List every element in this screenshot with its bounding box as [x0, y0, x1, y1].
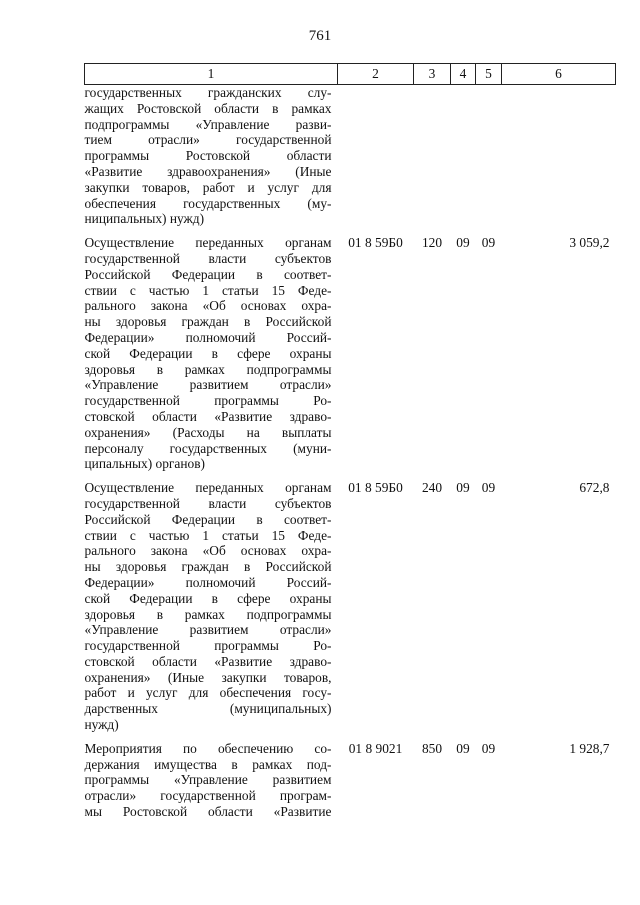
description-line: мы Ростовской области «Развитие — [84, 804, 332, 820]
description-line: программы Ростовской области — [84, 148, 332, 164]
description-line: обеспечения государственных (му- — [84, 195, 332, 211]
row-description — [85, 741, 338, 820]
description-line: подпрограммы «Управление разви- — [84, 116, 332, 132]
description-line: программы «Управление развитием — [84, 772, 332, 788]
table-row — [85, 235, 616, 472]
row-amount: 672,8 — [579, 480, 610, 496]
description-line: ствии с частью 1 статьи 15 Феде- — [84, 527, 332, 543]
description-line: государственной программы Ро- — [84, 638, 332, 654]
row-description — [85, 85, 338, 228]
column-header-6: 6 — [502, 64, 616, 85]
description-line: отрасли» государственной програм- — [84, 788, 332, 804]
row-section: 09 — [456, 480, 470, 496]
description-line: ципальных) органов) — [84, 456, 205, 472]
description-line: ствии с частью 1 статьи 15 Феде- — [84, 282, 332, 298]
row-section — [451, 85, 476, 228]
description-line: охранения» (Расходы на выплаты — [84, 424, 332, 440]
row-code: 01 8 59Б0 — [348, 235, 403, 251]
table-header-row — [85, 64, 616, 85]
description-line: дарственных (муниципальных) — [84, 701, 332, 717]
description-line: ниципальных) нужд) — [84, 211, 205, 227]
row-subsection: 09 — [481, 480, 496, 496]
row-amount: 1 928,7 — [569, 740, 610, 756]
column-header-3: 3 — [414, 64, 451, 85]
description-line: держания имущества в рамках под- — [84, 756, 332, 772]
row-expense-type — [414, 85, 451, 228]
description-line: «Развитие здравоохранения» (Иные — [84, 163, 332, 179]
description-line: ны здоровья граждан в Российской — [84, 559, 332, 575]
row-code: 01 8 59Б0 — [348, 480, 403, 496]
table-row — [85, 480, 616, 733]
description-line: закупки товаров, работ и услуг для — [84, 179, 332, 195]
description-line: нужд) — [84, 717, 119, 733]
budget-table — [84, 63, 616, 820]
row-expense-type: 240 — [421, 480, 443, 496]
row-subsection — [476, 85, 502, 228]
description-line: государственных гражданских слу- — [84, 85, 332, 100]
column-header-4: 4 — [451, 64, 476, 85]
description-line: «Управление развитием отрасли» — [84, 377, 332, 393]
row-subsection: 09 — [481, 740, 496, 756]
row-expense-type: 120 — [421, 235, 443, 251]
description-line: Федерации» полномочий Россий- — [84, 329, 332, 345]
table-row — [85, 741, 616, 820]
description-line: государственной власти субъектов — [84, 495, 332, 511]
description-line: стовской области «Развитие здраво- — [84, 653, 332, 669]
description-line: Мероприятия по обеспечению со- — [84, 740, 332, 756]
row-subsection: 09 — [481, 235, 496, 251]
description-line: работ и услуг для обеспечения госу- — [84, 685, 332, 701]
row-code — [338, 85, 414, 228]
column-header-5: 5 — [476, 64, 502, 85]
description-line: рального закона «Об основах охра- — [84, 543, 332, 559]
row-section: 09 — [456, 235, 470, 251]
description-line: «Управление развитием отрасли» — [84, 622, 332, 638]
description-line: государственной программы Ро- — [84, 393, 332, 409]
description-line: ской Федерации в сфере охраны — [84, 345, 332, 361]
description-line: рального закона «Об основах охра- — [84, 298, 332, 314]
description-line: тием отрасли» государственной — [84, 132, 332, 148]
description-line: здоровья в рамках подпрограммы — [84, 361, 332, 377]
column-header-2: 2 — [338, 64, 414, 85]
description-line: Российской Федерации в соответ- — [84, 266, 332, 282]
description-line: Федерации» полномочий Россий- — [84, 574, 332, 590]
description-line: Осуществление переданных органам — [84, 480, 332, 496]
description-line: охранения» (Иные закупки товаров, — [84, 669, 332, 685]
page-number: 761 — [308, 28, 332, 44]
row-section: 09 — [456, 740, 470, 756]
description-line: здоровья в рамках подпрограммы — [84, 606, 332, 622]
row-description — [85, 480, 338, 733]
table-row — [85, 85, 616, 228]
row-description — [85, 235, 338, 472]
column-header-1: 1 — [85, 64, 338, 85]
row-expense-type: 850 — [421, 740, 443, 756]
row-code: 01 8 9021 — [348, 740, 403, 756]
description-line: государственной власти субъектов — [84, 250, 332, 266]
description-line: Российской Федерации в соответ- — [84, 511, 332, 527]
row-amount: 3 059,2 — [569, 235, 610, 251]
description-line: персоналу государственных (муни- — [84, 440, 332, 456]
description-line: жащих Ростовской области в рамках — [84, 100, 332, 116]
description-line: стовской области «Развитие здраво- — [84, 408, 332, 424]
description-line: Осуществление переданных органам — [84, 235, 332, 251]
row-amount — [502, 85, 616, 228]
description-line: ны здоровья граждан в Российской — [84, 314, 332, 330]
description-line: ской Федерации в сфере охраны — [84, 590, 332, 606]
